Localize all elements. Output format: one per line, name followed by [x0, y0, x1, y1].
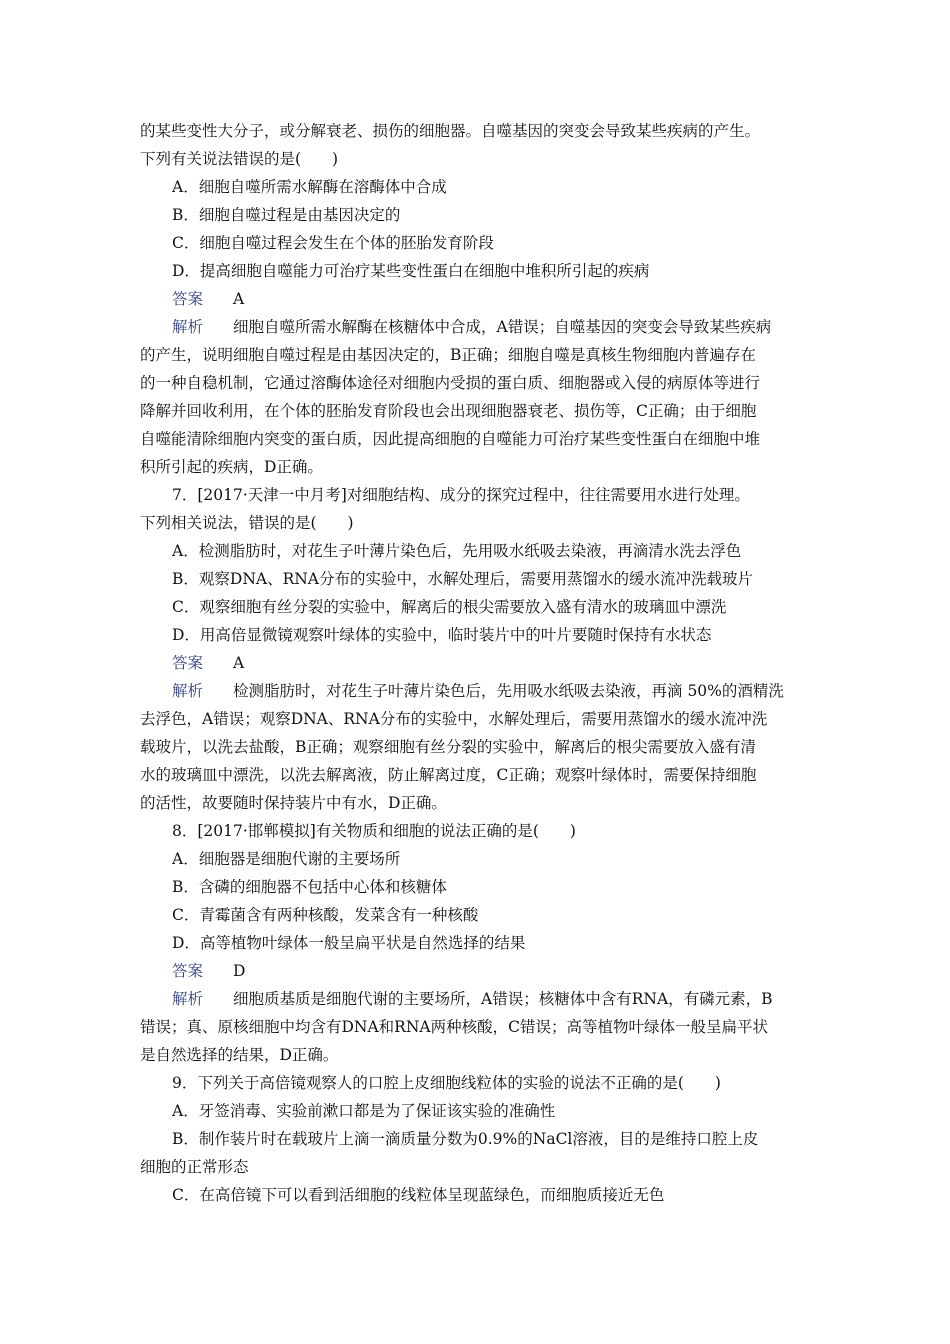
answer-label: 答案: [172, 654, 204, 672]
q7-option-b: B．观察DNA、RNA分布的实验中，水解处理后，需要用蒸馏水的缓水流冲洗载玻片: [172, 570, 754, 588]
q8-stem-line-1: 8．[2017·邯郸模拟]有关物质和细胞的说法正确的是( ): [172, 822, 576, 840]
q7-analysis-line-5: 的活性，故要随时保持装片中有水，D正确。: [140, 794, 447, 812]
q8-option-d: D．高等植物叶绿体一般呈扁平状是自然选择的结果: [172, 934, 526, 952]
q8-analysis-line-1: [172, 989, 820, 1009]
q7-option-a: A．检测脂肪时，对花生子叶薄片染色后，先用吸水纸吸去染液，再滴清水洗去浮色: [172, 542, 742, 560]
answer-value: A: [233, 290, 245, 308]
q9-option-c: C．在高倍镜下可以看到活细胞的线粒体呈现蓝绿色，而细胞质接近无色: [172, 1186, 665, 1204]
analysis-text: 细胞质基质是细胞代谢的主要场所，A错误；核糖体中含有RNA，有磷元素，B: [233, 990, 773, 1008]
q6-answer: [172, 289, 820, 309]
q9-option-b: B．制作装片时在载玻片上滴一滴质量分数为0.9%的NaCl溶液，目的是维持口腔上皮: [172, 1130, 759, 1148]
q6-option-b: B．细胞自噬过程是由基因决定的: [172, 206, 401, 224]
q6-analysis-line-1: [172, 317, 820, 337]
answer-label: 答案: [172, 962, 204, 980]
analysis-text: 检测脂肪时，对花生子叶薄片染色后，先用吸水纸吸去染液，再滴 50%的酒精洗: [233, 682, 784, 700]
q6-stem-line-1: 的某些变性大分子，或分解衰老、损伤的细胞器。自噬基因的突变会导致某些疾病的产生。: [140, 122, 761, 140]
q7-stem-line-1: 7．[2017·天津一中月考]对细胞结构、成分的探究过程中，往往需要用水进行处理。: [172, 486, 750, 504]
answer-value: D: [233, 962, 246, 980]
q6-option-d: D．提高细胞自噬能力可治疗某些变性蛋白在细胞中堆积所引起的疾病: [172, 262, 650, 280]
analysis-label: 解析: [172, 682, 204, 700]
q8-analysis-line-2: 错误；真、原核细胞中均含有DNA和RNA两种核酸，C错误；高等植物叶绿体一般呈扁平状: [140, 1018, 768, 1036]
q7-option-c: C．观察细胞有丝分裂的实验中，解离后的根尖需要放入盛有清水的玻璃皿中漂洗: [172, 598, 727, 616]
q7-option-d: D．用高倍显微镜观察叶绿体的实验中，临时装片中的叶片要随时保持有水状态: [172, 626, 712, 644]
analysis-text: 细胞自噬所需水解酶在核糖体中合成，A错误；自噬基因的突变会导致某些疾病: [233, 318, 772, 336]
q6-option-a: A．细胞自噬所需水解酶在溶酶体中合成: [172, 178, 447, 196]
q8-analysis-line-3: 是自然选择的结果，D正确。: [140, 1046, 339, 1064]
q6-analysis-line-6: 积所引起的疾病，D正确。: [140, 458, 323, 476]
q7-analysis-line-4: 水的玻璃皿中漂洗，以洗去解离液，防止解离过度，C正确；观察叶绿体时，需要保持细胞: [140, 766, 757, 784]
q6-analysis-line-4: 降解并回收利用，在个体的胚胎发育阶段也会出现细胞器衰老、损伤等，C正确；由于细胞: [140, 402, 757, 420]
analysis-label: 解析: [172, 318, 204, 336]
q6-stem-line-2: 下列有关说法错误的是( ): [140, 150, 339, 168]
q6-option-c: C．细胞自噬过程会发生在个体的胚胎发育阶段: [172, 234, 494, 252]
q6-analysis-line-5: 自噬能清除细胞内突变的蛋白质，因此提高细胞的自噬能力可治疗某些变性蛋白在细胞中堆: [140, 430, 761, 448]
q7-analysis-line-1: [172, 681, 820, 701]
q9-option-b-cont: 细胞的正常形态: [140, 1158, 249, 1176]
q8-option-b: B．含磷的细胞器不包括中心体和核糖体: [172, 878, 447, 896]
q8-option-a: A．细胞器是细胞代谢的主要场所: [172, 850, 401, 868]
q7-answer: [172, 653, 820, 673]
q6-analysis-line-3: 的一种自稳机制，它通过溶酶体途径对细胞内受损的蛋白质、细胞器或入侵的病原体等进行: [140, 374, 761, 392]
answer-label: 答案: [172, 290, 204, 308]
answer-value: A: [233, 654, 245, 672]
q9-option-a: A．牙签消毒、实验前漱口都是为了保证该实验的准确性: [172, 1102, 556, 1120]
q8-answer: [172, 961, 820, 981]
q6-analysis-line-2: 的产生，说明细胞自噬过程是由基因决定的，B正确；细胞自噬是真核生物细胞内普遍存在: [140, 346, 756, 364]
q7-analysis-line-3: 载玻片，以洗去盐酸，B正确；观察细胞有丝分裂的实验中，解离后的根尖需要放入盛有清: [140, 738, 756, 756]
q7-analysis-line-2: 去浮色，A错误；观察DNA、RNA分布的实验中，水解处理后，需要用蒸馏水的缓水流冲洗: [140, 710, 768, 728]
q8-option-c: C．青霉菌含有两种核酸，发菜含有一种核酸: [172, 906, 479, 924]
analysis-label: 解析: [172, 990, 204, 1008]
q7-stem-line-2: 下列相关说法，错误的是( ): [140, 514, 354, 532]
q9-stem-line-1: 9．下列关于高倍镜观察人的口腔上皮细胞线粒体的实验的说法不正确的是( ): [172, 1074, 721, 1092]
